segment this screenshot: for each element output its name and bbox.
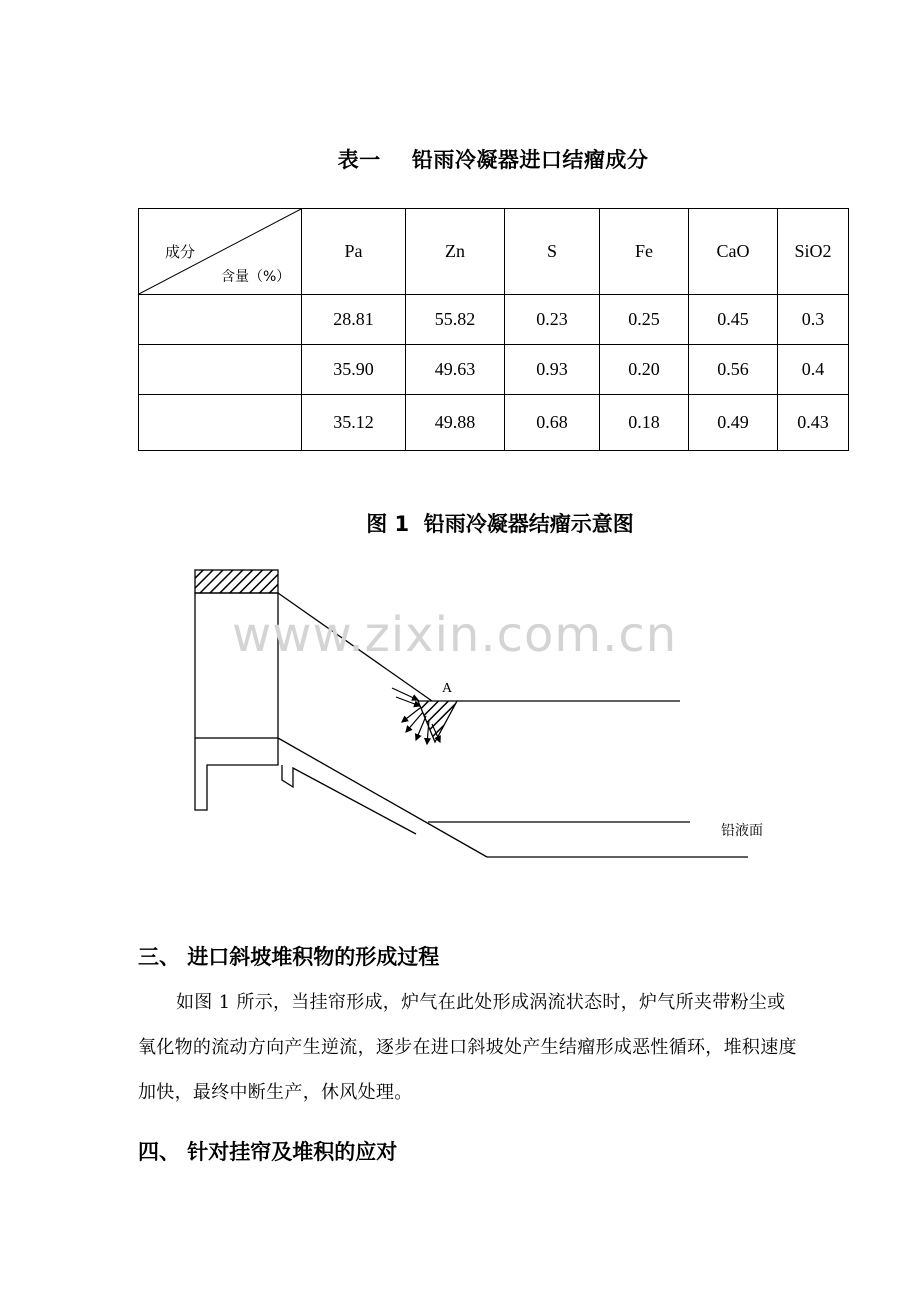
table-cell: 0.45 xyxy=(689,295,778,345)
table-cell: 35.12 xyxy=(302,395,406,451)
table-cell: 0.93 xyxy=(505,345,600,395)
col-header-s: S xyxy=(505,209,600,295)
diagonal-header-cell xyxy=(139,209,302,295)
table-header-row xyxy=(139,209,849,295)
inlet-plate xyxy=(282,765,416,834)
table-row xyxy=(139,345,849,395)
table-title: 表一 铅雨冷凝器进口结瘤成分 xyxy=(337,148,649,172)
table-cell: 0.43 xyxy=(778,395,849,451)
hatched-cap xyxy=(195,570,278,593)
table-row xyxy=(139,295,849,345)
col-header-cao: CaO xyxy=(689,209,778,295)
row-label-cell xyxy=(139,295,302,345)
table-cell: 49.88 xyxy=(406,395,505,451)
table-cell: 0.18 xyxy=(600,395,689,451)
col-header-zn: Zn xyxy=(406,209,505,295)
figure-title: 图 1 铅雨冷凝器结瘤示意图 xyxy=(366,512,634,536)
table-cell: 0.68 xyxy=(505,395,600,451)
section-3-paragraph: 如图 1 所示，当挂帘形成，炉气在此处形成涡流状态时，炉气所夹带粉尘或氧化物的流动方向产生逆流，逐步在进口斜坡处产生结瘤形成恶性循环，堆积速度加快，最终中断生产，休风处理。 xyxy=(138,992,797,1103)
table-cell: 0.23 xyxy=(505,295,600,345)
composition-table xyxy=(138,208,849,451)
inlet-slope-lower xyxy=(278,738,487,857)
section-3-heading: 三、 进口斜坡堆积物的形成过程 xyxy=(138,945,440,969)
table-cell: 49.63 xyxy=(406,345,505,395)
table-cell: 35.90 xyxy=(302,345,406,395)
row-label-cell xyxy=(139,395,302,451)
point-a-label: A xyxy=(442,681,453,696)
lead-surface-label: 铅液面 xyxy=(721,823,763,839)
wall-base xyxy=(195,738,278,810)
table-cell: 55.82 xyxy=(406,295,505,345)
section-4-heading: 四、 针对挂帘及堆积的应对 xyxy=(138,1140,398,1164)
col-header-pa: Pa xyxy=(302,209,406,295)
col-header-fe: Fe xyxy=(600,209,689,295)
header-component-label: 成分 xyxy=(165,243,196,261)
table-cell: 0.4 xyxy=(778,345,849,395)
table-cell: 28.81 xyxy=(302,295,406,345)
header-content-label: 含量（%） xyxy=(221,269,291,285)
col-header-sio2: SiO2 xyxy=(778,209,849,295)
table-cell: 0.25 xyxy=(600,295,689,345)
table-row xyxy=(139,395,849,451)
table-cell: 0.20 xyxy=(600,345,689,395)
row-label-cell xyxy=(139,345,302,395)
watermark: www.zixin.com.cn xyxy=(232,607,678,663)
table-cell: 0.3 xyxy=(778,295,849,345)
table-cell: 0.49 xyxy=(689,395,778,451)
table-cell: 0.56 xyxy=(689,345,778,395)
